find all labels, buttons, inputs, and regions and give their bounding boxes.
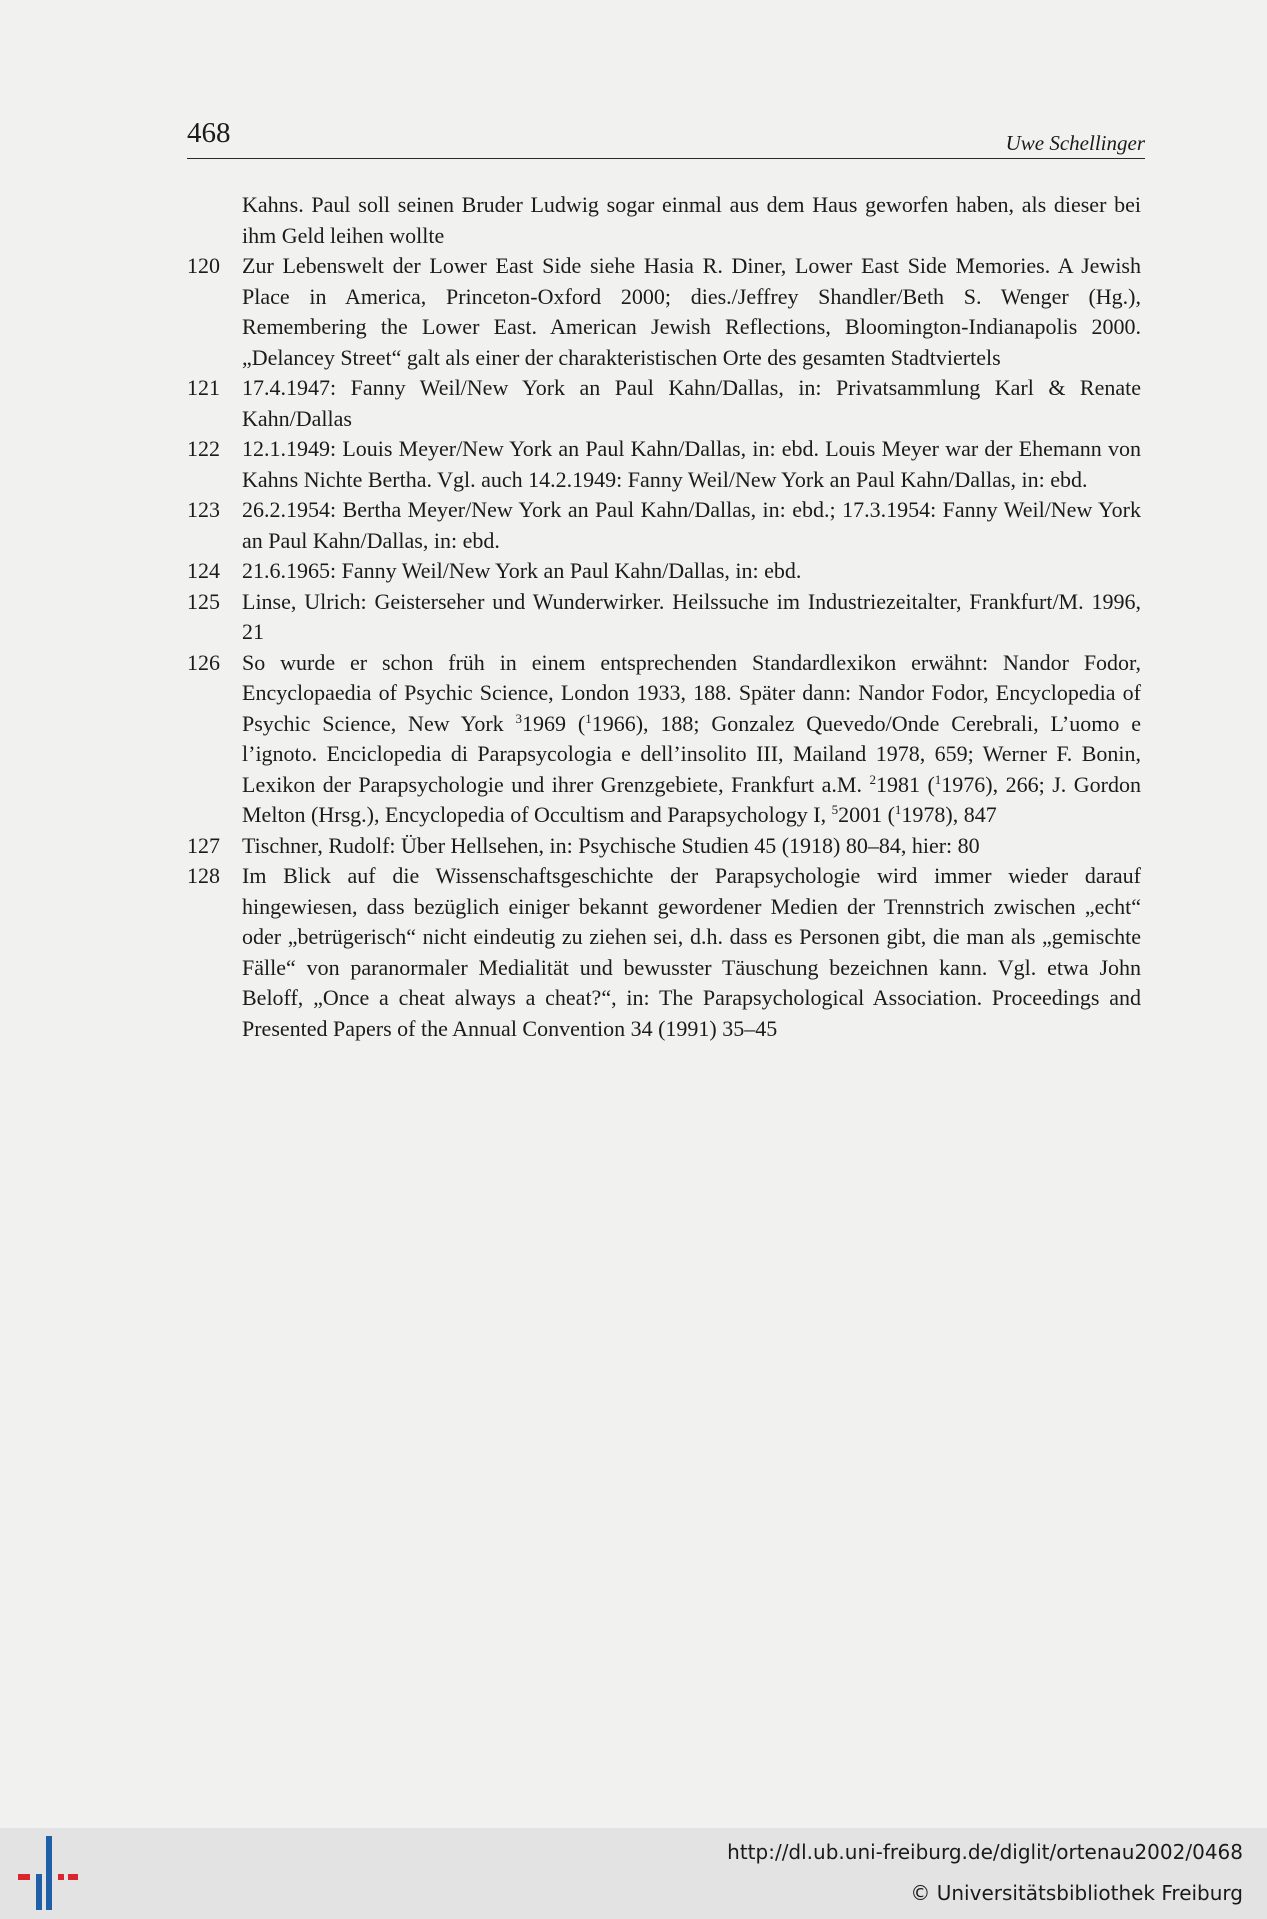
ub-freiburg-logo-icon (16, 1834, 80, 1912)
running-head-author: Uwe Schellinger (1005, 131, 1145, 155)
footnote (187, 587, 1141, 648)
footnotes-list (187, 190, 1141, 1044)
footnote (187, 434, 1141, 495)
footnote-number: 128 (187, 863, 220, 888)
footnote-text: Tischner, Rudolf: Über Hellsehen, in: Psychische Studien 45 (1918) 80–84, hier: 80 (242, 832, 980, 858)
footnote-number: 127 (187, 832, 220, 858)
footnote (187, 556, 1141, 587)
footnote-text: Kahns. Paul soll seinen Bruder Ludwig sogar einmal aus dem Haus geworfen haben, als dieser bei ihm Geld leihen wollte (242, 192, 1141, 248)
footnote-number: 126 (187, 649, 220, 675)
footnote-number: 121 (187, 375, 220, 400)
footnote-text: 21.6.1965: Fanny Weil/New York an Paul Kahn/Dallas, in: ebd. (242, 558, 802, 583)
footnote-number: 120 (187, 253, 220, 278)
footnote-number: 122 (187, 436, 220, 461)
footnote (187, 373, 1141, 434)
footnote (187, 831, 1141, 862)
footer-permalink[interactable]: http://dl.ub.uni-freiburg.de/diglit/ortenau2002/0468 (727, 1840, 1243, 1864)
footnote-text: So wurde er schon früh in einem entsprechenden Standardlexikon erwähnt: Nandor Fodor, Encyclopaedia of Psychic Science, London 1933, 188. Später dann: Nandor Fodor, Encyclopedia of Psychic Science, New York $^3$1969 ($^1$1966), 188; Gonzalez Quevedo/Onde Cerebrali, L’uomo e l’ignoto. Enciclopedia di Parapsycologia e dell’insolito III, Mailand 1978, 659; Werner F. Bonin, Lexikon der Parapsychologie und ihrer Grenzgebiete, Frankfurt a.M. $^2$1981 ($^1$1976), 266; J. Gordon Melton (Hrsg.), Encyclopedia of Occultism and Parapsychology I, $^5$2001 ($^1$1978), 847 (242, 649, 1141, 827)
footnote-text: Linse, Ulrich: Geisterseher und Wunderwirker. Heilssuche im Industriezeitalter, Frankfurt/M. 1996, 21 (242, 588, 1141, 644)
footnote (187, 190, 1141, 251)
footer-copyright: © Universitätsbibliothek Freiburg (910, 1881, 1243, 1905)
footnote (187, 861, 1141, 1044)
footnote (187, 495, 1141, 556)
footnote-text: 17.4.1947: Fanny Weil/New York an Paul Kahn/Dallas, in: Privatsammlung Karl & Renate Kahn/Dallas (242, 375, 1141, 431)
footnote-text: 26.2.1954: Bertha Meyer/New York an Paul Kahn/Dallas, in: ebd.; 17.3.1954: Fanny Weil/New York an Paul Kahn/Dallas, in: ebd. (242, 497, 1141, 553)
footnote (187, 648, 1141, 831)
footnote-text: Im Blick auf die Wissenschaftsgeschichte der Parapsychologie wird immer wieder darauf hingewiesen, dass bezüglich einiger bekannt gewordener Medien der Trennstrich zwischen „echt“ oder „betrügerisch“ nicht eindeutig zu ziehen sei, d.h. dass es Personen gibt, die man als „gemischte Fälle“ von paranormaler Medialität und bewusster Täuschung bezeichnen kann. Vgl. etwa John Beloff, „Once a cheat always a cheat?“, in: The Parapsychological Association. Proceedings and Presented Papers of the Annual Convention 34 (1991) 35–45 (242, 863, 1141, 1041)
footnote-number: 123 (187, 497, 220, 522)
footnote (187, 251, 1141, 373)
footnote-number: 124 (187, 558, 220, 583)
footnote-number: 125 (187, 588, 220, 614)
footnote-text: Zur Lebenswelt der Lower East Side siehe Hasia R. Diner, Lower East Side Memories. A Jewish Place in America, Princeton-Oxford 2000; dies./Jeffrey Shandler/Beth S. Wenger (Hg.), Remembering the Lower East. American Jewish Reflections, Bloomington-Indianapolis 2000. „Delancey Street“ galt als einer der charakteristischen Orte des gesamten Stadtviertels (242, 253, 1141, 370)
header-rule (187, 158, 1145, 159)
page-number: 468 (187, 117, 231, 149)
footnote-text: 12.1.1949: Louis Meyer/New York an Paul Kahn/Dallas, in: ebd. Louis Meyer war der Ehemann von Kahns Nichte Bertha. Vgl. auch 14.2.1949: Fanny Weil/New York an Paul Kahn/Dallas, in: ebd. (242, 436, 1141, 492)
